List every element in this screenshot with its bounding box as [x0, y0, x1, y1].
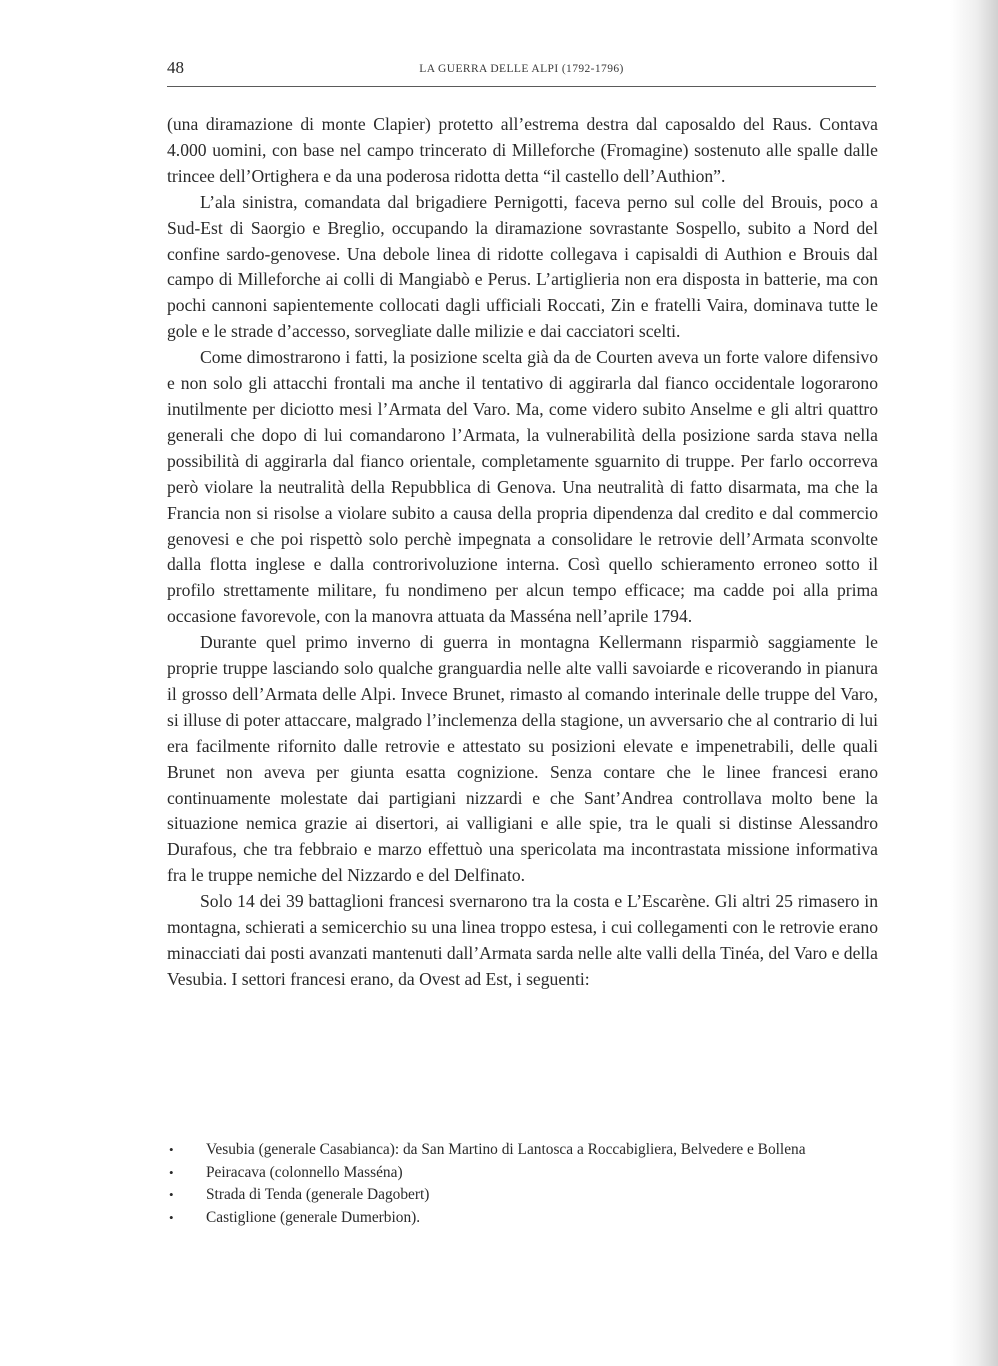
list-item-text: Peiracava (colonnello Masséna)	[206, 1163, 403, 1181]
paragraph: Come dimostrarono i fatti, la posizione scelta già da de Courten aveva un forte valore difensivo e non solo gli attacchi frontali ma anche il tentativo di aggirarla dal fianco occidentale logorarono inutilmente per diciotto mesi l’Armata del Varo. Ma, come videro subito Anselme e gli altri quattro generali che dopo di lui comandarono l’Armata, la vulnerabilità della posizione sarda stava nella possibilità di aggirarla dal fianco orientale, completamente sguarnito di truppe. Per farlo occorreva però violare la neutralità della Repubblica di Genova. Una neutralità di fatto disarmata, ma che la Francia non si risolse a violare subito a causa della propria dipendenza dal credito e dal commercio genovesi e che poi rispettò solo perchè impegnata a consolidare le retrovie dell’Armata sconvolte dalla flotta inglese e dalla controrivoluzione interna. Così quello schieramento erroneo sotto il profilo strettamente militare, fu nondimeno per alcun tempo efficace; ma cadde poi alla prima occasione favorevole, con la manovra attuata da Masséna nell’aprile 1794.	[167, 347, 878, 627]
paragraph: L’ala sinistra, comandata dal brigadiere Pernigotti, faceva perno sul colle del Brouis, poco a Sud-Est di Saorgio e Breglio, occupando la diramazione sovrastante Sospello, subito a Nord del confine sardo-genovese. Una debole linea di ridotte collegava i capisaldi di Authion e Brouis dal campo di Milleforche ai colli di Mangiabò e Perus. L’artiglieria non era disposta in batterie, ma con pochi cannoni sapientemente collocati dagli ufficiali Roccati, Zin e fratelli Vaira, dominava tutte le gole e le strade d’accesso, sorvegliate dalle milizie e dai cacciatori scelti.	[167, 191, 878, 342]
list-item	[167, 1139, 882, 1162]
bullet-icon: •	[169, 1209, 174, 1225]
page-header	[167, 58, 876, 80]
page-number: 48	[167, 58, 184, 77]
header-rule	[167, 86, 876, 87]
list-item-text: Castiglione (generale Dumerbion).	[206, 1208, 421, 1226]
running-title: LA GUERRA DELLE ALPI (1792-1796)	[419, 63, 624, 75]
bullet-icon: •	[169, 1164, 174, 1180]
sector-list	[167, 1139, 882, 1229]
list-item	[167, 1207, 882, 1230]
list-item-text: Strada di Tenda (generale Dagobert)	[206, 1186, 430, 1203]
bullet-icon: •	[169, 1142, 174, 1157]
bullet-icon: •	[169, 1187, 174, 1202]
list-item	[167, 1184, 882, 1207]
paragraph: (una diramazione di monte Clapier) protetto all’estrema destra dal caposaldo del Raus. Contava 4.000 uomini, con base nel campo trincerato di Milleforche (Fromagine) sostenuto alle spalle dalle trincee dell’Ortighera e da una poderosa ridotta detta “il castello dell’Authion”.	[167, 114, 878, 186]
list-item	[167, 1162, 882, 1185]
list-item-text: Vesubia (generale Casabianca): da San Martino di Lantosca a Roccabigliera, Belvedere e Bollena	[206, 1141, 806, 1158]
body-text	[167, 112, 878, 993]
paragraph: Durante quel primo inverno di guerra in montagna Kellermann risparmiò saggiamente le proprie truppe lasciando solo qualche granguardia nelle alte valli savoiarde e ricoverando in pianura il grosso dell’Armata delle Alpi. Invece Brunet, rimasto al comando interinale delle truppe del Varo, si illuse di poter attaccare, malgrado l’inclemenza della stagione, un avversario che al contrario di lui era facilmente rifornito dalle retrovie e attestato su posizioni elevate e impenetrabili, delle quali Brunet non aveva per giunta esatta cognizione. Senza contare che le linee francesi erano continuamente molestate dai partigiani nizzardi e che Sant’Andrea controllava molto bene la situazione nemica grazie ai disertori, ai valligiani e alle spie, tra le quali si distinse Alessandro Durafous, che tra febbraio e marzo effettuò una spericolata ma incontrastata missione informativa fra le truppe nemiche del Nizzardo e del Delfinato.	[167, 632, 878, 886]
paragraph: Solo 14 dei 39 battaglioni francesi svernarono tra la costa e L’Escarène. Gli altri 25 rimasero in montagna, schierati a semicerchio su una linea troppo estesa, i cui collegamenti con le retrovie erano minacciati dai posti avanzati mantenuti dall’Armata sarda nelle alte valli della Tinéa, del Varo e della Vesubia. I settori francesi erano, da Ovest ad Est, i seguenti:	[167, 891, 878, 989]
scan-edge-shadow	[950, 0, 998, 1366]
